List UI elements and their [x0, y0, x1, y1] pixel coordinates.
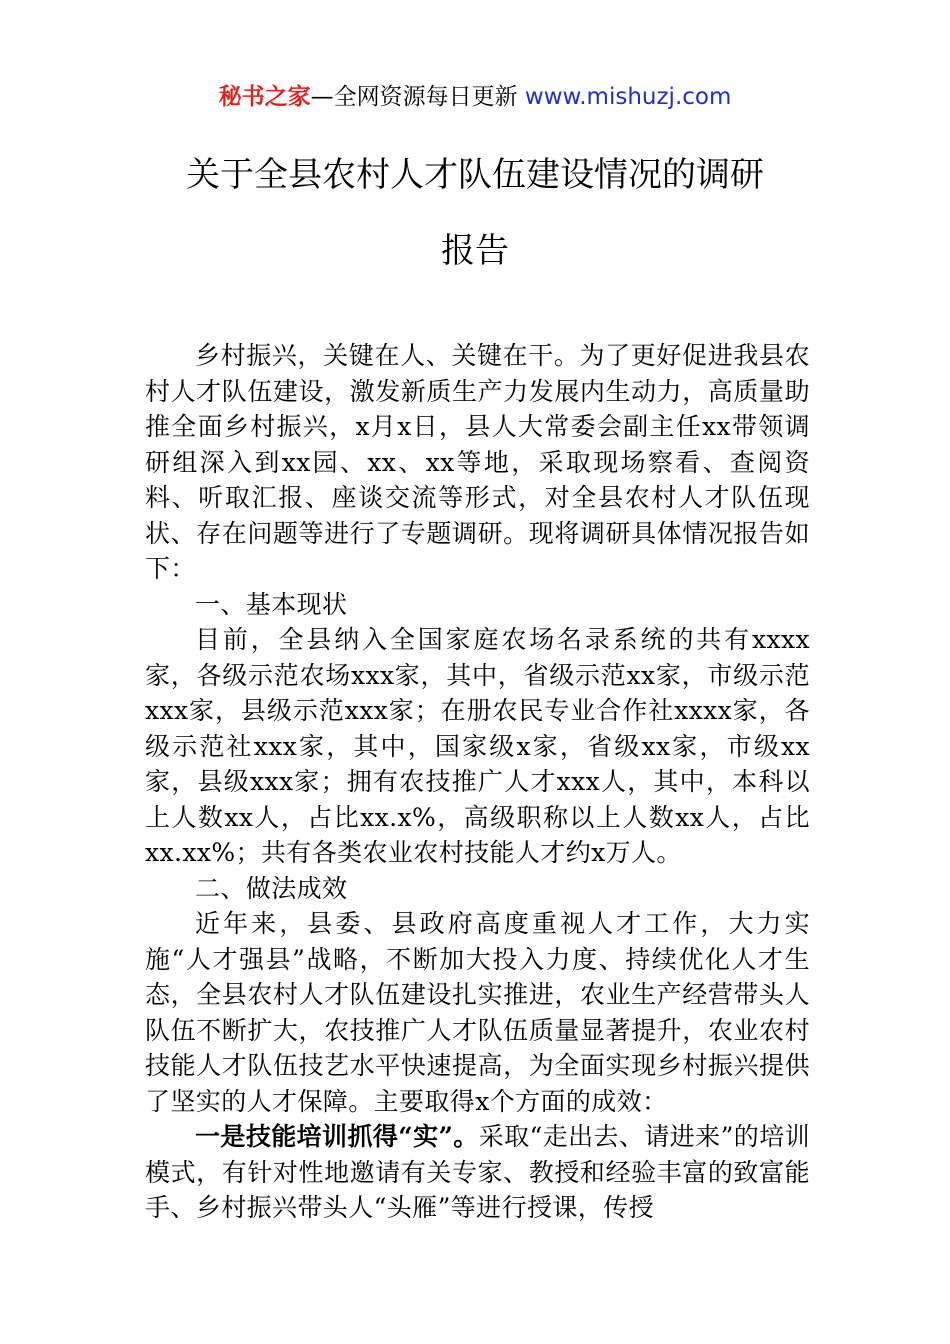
site-brand: 秘书之家 — [218, 84, 311, 110]
intro-paragraph: 乡村振兴，关键在人、关键在干。为了更好促进我县农村人才队伍建设，激发新质生产力发展内生动力，高质量助推全面乡村振兴，x月x日，县人大常委会副主任xx带领调研组深入到xx园、xx、xx等地，采取现场察看、查阅资料、听取汇报、座谈交流等形式，对全县农村人才队伍现状、存在问题等进行了专题调研。现将调研具体情况报告如下： — [145, 341, 810, 583]
document-body — [145, 338, 810, 1226]
site-header — [0, 82, 950, 112]
section1-paragraph: 目前，全县纳入全国家庭农场名录系统的共有xxxx家，各级示范农场xxx家，其中，省级示范xx家，市级示范xxx家，县级示范xxx家；在册农民专业合作社xxxx家，各级示范社xxx家，其中，国家级x家，省级xx家，市级xx家，县级xxx家；拥有农技推广人才xxx人，其中，本科以上人数xx人，占比xx.x%，高级职称以上人数xx人，占比xx.xx%；共有各类农业农村技能人才约x万人。 — [145, 625, 810, 867]
section2-paragraph: 近年来，县委、县政府高度重视人才工作，大力实施“人才强县”战略，不断加大投入力度、持续优化人才生态，全县农村人才队伍建设扎实推进，农业生产经营带头人队伍不断扩大，农技推广人才队伍质量显著提升，农业农村技能人才队伍技艺水平快速提高，为全面实现乡村振兴提供了坚实的人才保障。主要取得x个方面的成效： — [145, 909, 810, 1116]
point1-lead: 一是技能培训抓得“实”。 — [195, 1122, 479, 1151]
section2-heading: 二、做法成效 — [195, 873, 348, 903]
point1-paragraph — [145, 1119, 810, 1226]
site-url-link[interactable]: www.mishuzj.com — [524, 84, 732, 110]
document-title — [120, 152, 830, 274]
document-title-line2: 报告 — [441, 231, 509, 271]
document-title-line1: 关于全县农村人才队伍建设情况的调研 — [186, 155, 764, 195]
section1-heading: 一、基本现状 — [195, 589, 348, 619]
site-tagline: —全网资源每日更新 — [310, 84, 518, 110]
point1-body: 采取“走出去、请进来”的培训模式，有针对性地邀请有关专家、教授和经验丰富的致富能手、乡村振兴带头人“头雁”等进行授课，传授 — [145, 1122, 811, 1222]
